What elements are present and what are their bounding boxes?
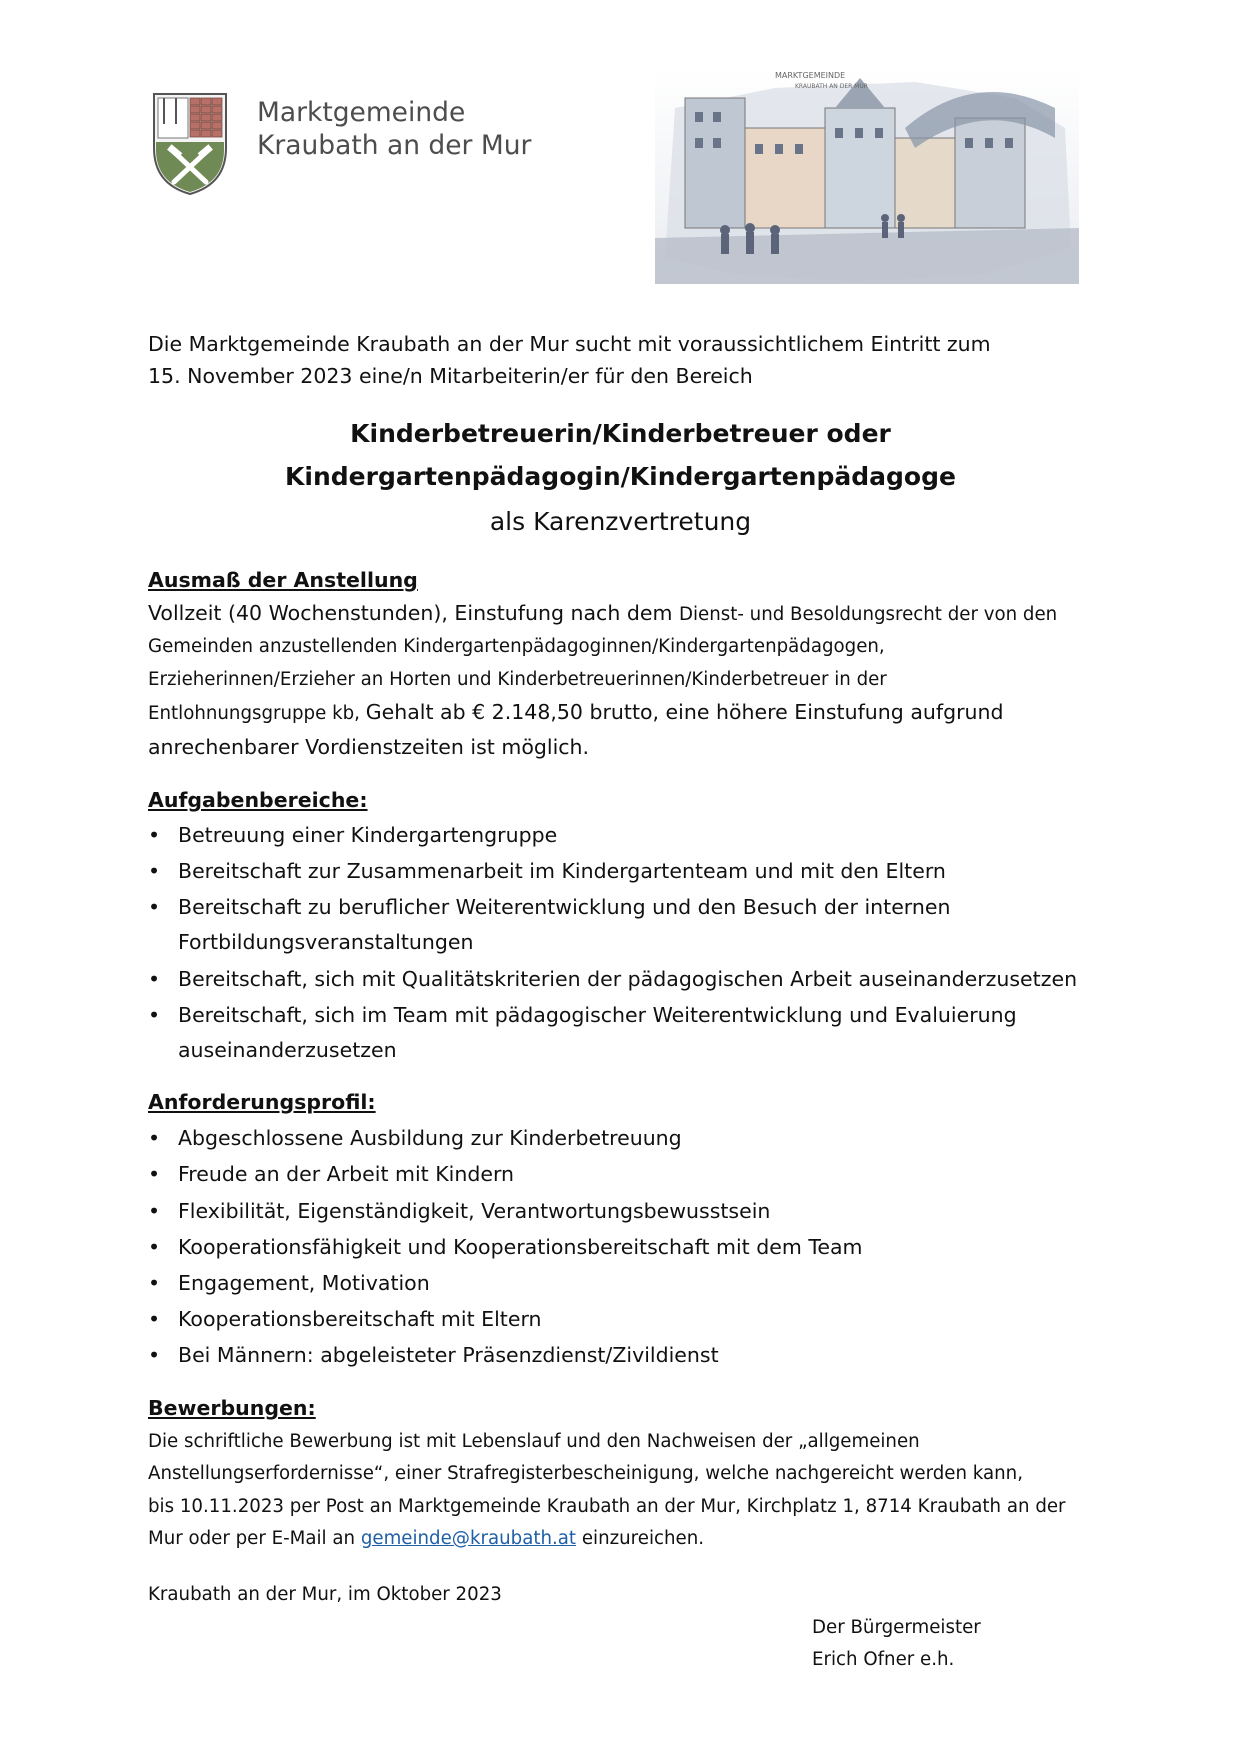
place-and-date: Kraubath an der Mur, im Oktober 2023: [148, 1584, 502, 1605]
job-title-line-2: Kindergartenpädagogin/Kindergartenpädagoge: [285, 462, 956, 491]
applications-line-4: [148, 1528, 704, 1549]
applications-line-3: bis 10.11.2023 per Post an Marktgemeinde Kraubath an der Mur, Kirchplatz 1, 8714 Kraubath an der: [148, 1496, 1066, 1517]
intro-line-1: Die Marktgemeinde Kraubath an der Mur sucht mit voraussichtlichem Eintritt zum: [148, 332, 991, 356]
applications-line-4-post: einzureichen.: [576, 1528, 705, 1549]
employment-line-4: [148, 700, 1004, 724]
employment-line-4b: Gehalt ab € 2.148,50 brutto, eine höhere Einstufung aufgrund: [365, 700, 1004, 724]
job-posting-page: Marktgemeinde Kraubath an der Mur MARKTGEMEINDE KRAUBATH AN DER MUR Die Marktgemeinde Kraubath an der Mur sucht mit voraussichtlichem Eintritt zum 15. November 2023 eine/n Mitarbeiterin/er für den Bereich Kinderbetreuerin/Kinderbetreuer oder Kindergartenpädagogin/Kindergartenpädagoge als Karenzvertretung Ausmaß der Anstellung Vollzeit (40 Wochenstunden), Einstufung nach dem Dienst- und Besoldungsrecht der von den Gemeinden anzustellenden Kindergartenpädagoginnen/Kindergartenpädagogen, Erzieherinnen/Erzieher an Horten und Kinderbetreuerinnen/Kinderbetreuer in der Entlohnungsgruppe kb, Gehalt ab € 2.148,50 brutto, eine höhere Einstufung aufgrund anrechenbarer Vordienstzeiten ist möglich. Aufgabenbereiche: • Betreuung einer Kindergartengruppe • Bereitschaft zur Zusammenarbeit im Kindergartenteam und mit den Eltern • Bereitschaft zu beruflicher Weiterentwicklung und den Besuch der internen Fortbildungsveranstaltungen • Bereitschaft, sich mit Qualitätskriterien der pädagogischen Arbeit auseinanderzusetzen • Bereitschaft, sich im Team mit pädagogischer Weiterentwicklung und Evaluierung auseinanderzusetzen Anforderungsprofil: • Abgeschlossene Ausbildung zur Kinderbetreuung • Freude an der Arbeit mit Kindern • Flexibilität, Eigenständigkeit, Verantwortungsbewusstsein • Kooperationsfähigkeit und Kooperationsbereitschaft mit dem Team • Engagement, Motivation • Kooperationsbereitschaft mit Eltern • Bei Männern: abgeleisteter Präsenzdienst/Zivildienst Bewerbungen: Die schriftliche Bewerbung ist mit Lebenslauf und den Nachweisen der „allgemeinen Anstellungserfordernisse“, einer Strafregisterbescheinigung, welche nachgereicht werden kann, bis 10.11.2023 per Post an Marktgemeinde Kraubath an der Mur, Kirchplatz 1, 8714 Kraubath an der Mur oder per E-Mail an gemeinde@kraubath.at einzureichen. Kraubath an der Mur, im Oktober 2023 Der Bürgermeister Erich Ofner e.h.: [0, 0, 1241, 1755]
bullet-icon: •: [148, 1162, 161, 1186]
bullet-icon: •: [148, 1307, 161, 1331]
applications-line-4-pre: Mur oder per E-Mail an: [148, 1528, 361, 1549]
employment-line-1b: Dienst- und Besoldungsrecht der von den: [678, 604, 1058, 625]
job-subtitle: als Karenzvertretung: [489, 507, 752, 536]
bullet-icon: •: [148, 1271, 161, 1295]
applications-heading: Bewerbungen:: [148, 1396, 316, 1420]
bullet-icon: •: [148, 1343, 161, 1367]
email-link[interactable]: gemeinde@kraubath.at: [360, 1528, 577, 1549]
employment-line-3: Erzieherinnen/Erzieher an Horten und Kinderbetreuerinnen/Kinderbetreuer in der: [148, 669, 887, 690]
svg-text:KRAUBATH AN DER MUR: KRAUBATH AN DER MUR: [795, 83, 868, 90]
bullet-icon: •: [148, 1126, 161, 1150]
tasks-heading: Aufgabenbereiche:: [148, 788, 368, 812]
org-name-line2: Kraubath an der Mur: [257, 130, 532, 161]
intro-line-2: 15. November 2023 eine/n Mitarbeiterin/er für den Bereich: [148, 364, 753, 388]
municipality-crest-logo: [150, 88, 230, 198]
bullet-icon: •: [148, 859, 161, 883]
employment-line-5: anrechenbarer Vordienstzeiten ist möglich.: [148, 735, 590, 759]
org-name-line1: Marktgemeinde: [257, 97, 466, 128]
bullet-icon: •: [148, 1003, 161, 1027]
job-title-line-1: Kinderbetreuerin/Kinderbetreuer oder: [350, 419, 891, 448]
requirements-heading: Anforderungsprofil:: [148, 1090, 376, 1114]
municipality-name: [257, 96, 531, 162]
employment-heading: Ausmaß der Anstellung: [148, 568, 418, 592]
bullet-icon: •: [148, 1235, 161, 1259]
town-sketch-illustration: [655, 68, 1079, 284]
employment-line-1: [148, 601, 1057, 625]
signer-title: Der Bürgermeister: [812, 1617, 981, 1638]
svg-text:MARKTGEMEINDE: MARKTGEMEINDE: [775, 71, 846, 80]
employment-line-2: Gemeinden anzustellenden Kindergartenpädagoginnen/Kindergartenpädagogen,: [148, 636, 885, 657]
bullet-icon: •: [148, 1199, 161, 1223]
signer-name: Erich Ofner e.h.: [812, 1649, 955, 1670]
applications-line-1: Die schriftliche Bewerbung ist mit Lebenslauf und den Nachweisen der „allgemeinen: [148, 1431, 920, 1452]
employment-line-4a: Entlohnungsgruppe kb,: [148, 703, 366, 724]
bullet-icon: •: [148, 895, 161, 919]
applications-line-2: Anstellungserfordernisse“, einer Strafregisterbescheinigung, welche nachgereicht werden kann,: [148, 1463, 1023, 1484]
bullet-icon: •: [148, 823, 161, 847]
employment-line-1a: Vollzeit (40 Wochenstunden), Einstufung nach dem: [148, 601, 679, 625]
bullet-icon: •: [148, 967, 161, 991]
